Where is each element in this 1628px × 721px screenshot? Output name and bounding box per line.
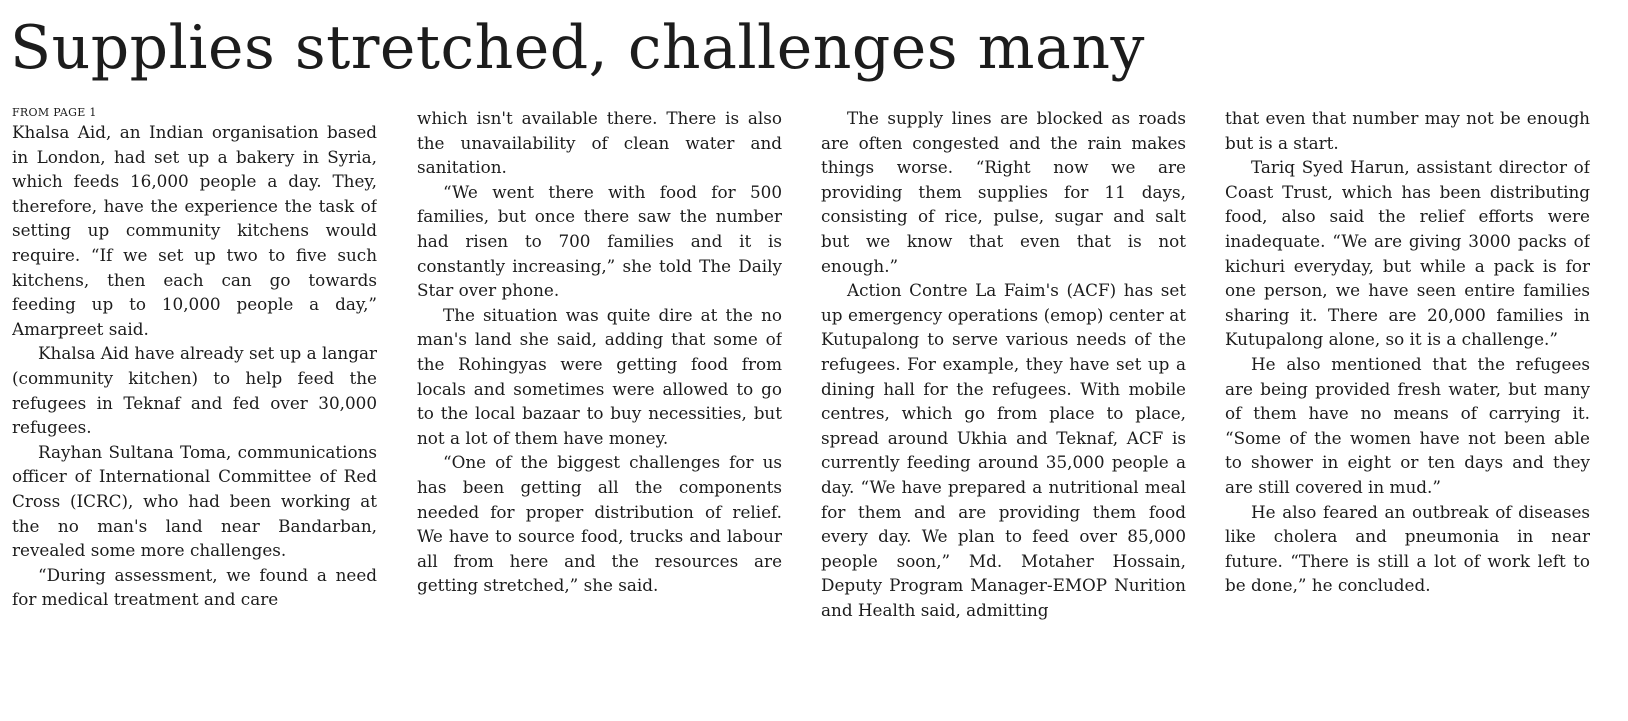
headline: Supplies stretched, challenges many	[10, 13, 1145, 83]
paragraph: “One of the biggest challenges for us has been getting all the components needed for proper distribution of relief. We have to source food, trucks and labour all from here and the resources are getting stretched,” she said.	[417, 452, 782, 596]
paragraph: which isn't available there. There is also the unavailability of clean water and sanitation.	[417, 108, 782, 178]
article-column-3	[821, 106, 1186, 716]
article-column-4	[1225, 106, 1590, 716]
paragraph: “We went there with food for 500 families, but once there saw the number had risen to 700 families and it is constantly increasing,” she told The Daily Star over phone.	[417, 181, 782, 301]
article-column-1	[12, 106, 377, 716]
article-column-2	[417, 106, 782, 716]
paragraph: The situation was quite dire at the no man's land she said, adding that some of the Rohingyas were getting food from locals and sometimes were allowed to go to the local bazaar to buy necessities, but not a lot of them have money.	[417, 304, 782, 448]
paragraph: Action Contre La Faim's (ACF) has set up emergency operations (emop) center at Kutupalong to serve various needs of the refugees. For example, they have set up a dining hall for the refugees. With mobile centres, which go from place to place, spread around Ukhia and Teknaf, ACF is currently feeding around 35,000 people a day. “We have prepared a nutritional meal for them and are providing them food every day. We plan to feed over 85,000 people soon,” Md. Motaher Hossain, Deputy Program Manager-EMOP Nurition and Health said, admitting	[821, 280, 1186, 620]
paragraph: The supply lines are blocked as roads are often congested and the rain makes things worse. “Right now we are providing them supplies for 11 days, consisting of rice, pulse, sugar and salt but we know that even that is not enough.”	[821, 108, 1186, 276]
paragraph: Rayhan Sultana Toma, communications officer of International Committee of Red Cross (ICRC), who had been working at the no man's land near Bandarban, revealed some more challenges.	[12, 441, 377, 561]
paragraph: He also feared an outbreak of diseases like cholera and pneumonia in near future. “There is still a lot of work left to be done,” he concluded.	[1225, 501, 1590, 596]
paragraph: Khalsa Aid, an Indian organisation based in London, had set up a bakery in Syria, which feeds 16,000 people a day. They, therefore, have the experience the task of setting up community kitchens would require. “If we set up two to five such kitchens, then each can go towards feeding up to 10,000 people a day,” Amarpreet said.	[12, 122, 377, 339]
paragraph: “During assessment, we found a need for medical treatment and care	[12, 564, 377, 610]
paragraph: He also mentioned that the refugees are being provided fresh water, but many of them have no means of carrying it. “Some of the women have not been able to shower in eight or ten days and they are still covered in mud.”	[1225, 353, 1590, 497]
paragraph: that even that number may not be enough but is a start.	[1225, 108, 1590, 153]
continuation-kicker: FROM PAGE 1	[12, 106, 97, 119]
paragraph: Tariq Syed Harun, assistant director of Coast Trust, which has been distributing food, also said the relief efforts were inadequate. “We are giving 3000 packs of kichuri everyday, but while a pack is for one person, we have seen entire families sharing it. There are 20,000 families in Kutupalong alone, so it is a challenge.”	[1225, 157, 1590, 350]
paragraph: Khalsa Aid have already set up a langar (community kitchen) to help feed the refugees in Teknaf and fed over 30,000 refugees.	[12, 343, 377, 438]
